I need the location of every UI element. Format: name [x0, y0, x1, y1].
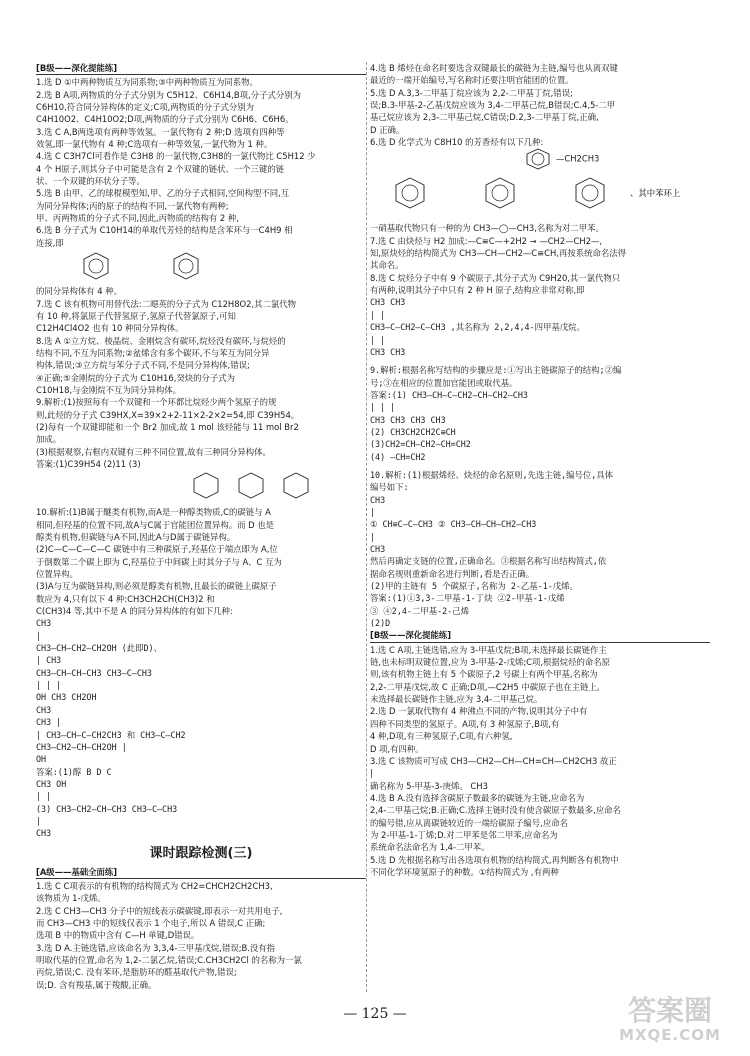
answer-9-text: 答案:(1)C39H54 (2)11 (3): [36, 458, 141, 469]
benzene-ring-icon: [520, 148, 556, 170]
text-line: 8.选 C 烷烃分子中有 9 个碳原子,其分子式为 C9H20,其一氯代物只: [370, 272, 621, 283]
text-line: 于倒数第二个碳上即为 C,羟基位于中间碳上时其分子与 A、C 互为: [36, 556, 282, 567]
text-line: 2,4-二甲基己烷;B.正确;C.选择主链时没有使含碳原子数最多,应命名: [370, 805, 621, 816]
xylene-structures: [370, 170, 700, 222]
text-line: 有两种,说明其分子中只有 2 种 H 原子,结构应非常对称,即: [370, 285, 585, 296]
text-line: 答案:(1)①3,3-二甲基-1-丁炔 ②2-甲基-1-戊烯: [370, 593, 565, 604]
text-line: 2.选 B A项,两物质的分子式分别为 C5H12、C6H14,B项,分子式分别为: [36, 89, 301, 100]
text-line: ④正确;⑤金刚烷的分子式为 C10H16,癸炔的分子式为: [36, 372, 235, 383]
butyl-benzene-structure: [36, 249, 236, 285]
text-line: 据命名规则重新命名进行判断,看是否正确。: [370, 568, 535, 579]
text-line: OH CH3 CH2OH: [36, 692, 97, 703]
text-line: 3.选 D A.主链选错,应该命名为 3,3,4-三甲基戊烷,错误;B.没有指: [36, 942, 276, 953]
answer-9-ring-structures: [36, 470, 356, 500]
text-line: 2.选 C CH3—CH3 分子中的短线表示碳碳键,即表示一对共用电子,: [36, 905, 283, 916]
text-line: C4H10O2、C4H10O2;D项,两物质的分子式分别为 C6H6、C6H6。: [36, 114, 294, 125]
text-line: (3)根据观察,右框内双键有三种不同位置,故有三种同分异构体。: [36, 446, 271, 457]
text-line: 3.选 C A,B两选项有两种等效氢。一氯代物有 2 种;D 选项有四种等: [36, 126, 285, 137]
right-lines-3: [370, 364, 710, 463]
right-lines-4: [370, 469, 710, 629]
text-line: 最近的一端开始编号,写名称时还要注明官能团的位置。: [370, 75, 574, 86]
text-line: 数应为 4,只有以下 4 种:CH3CH2CH(CH3)2 和: [36, 593, 215, 604]
text-line: 选项 B 中的物质中含有 C—H 单键,D错误。: [36, 930, 200, 941]
text-line: 答案:(1) CH3—CH—C—CH2—CH—CH2—CH3: [370, 389, 528, 400]
text-line: OH: [36, 754, 47, 765]
section-b-heading-right: [B级——深化提能练]: [370, 629, 710, 642]
text-line: (2)甲的主链有 5 个碳原子,名称为 2-乙基-1-戊烯。: [370, 581, 578, 592]
text-line: 9.解析:(1)按照每有一个双键和一个环都比烷烃少两个氢原子的规: [36, 397, 277, 408]
text-line: 1.选 C A项,主链选错,应为 3-甲基戊烷;B项,未选择最长碳链作主: [370, 644, 607, 655]
text-line: 6.选 D 化学式为 C8H10 的芳香烃有以下几种:: [370, 137, 544, 148]
text-line: 9.解析:根据名称写结构的步骤应是:①写出主链碳原子的结构;②编: [370, 365, 622, 376]
right-lines-1: [370, 62, 710, 148]
text-line: 连接,即: [36, 237, 64, 248]
text-line: | |: [370, 334, 386, 345]
text-line: 然后再确定支链的位置,正确命名。③根据名称写出结构简式,依: [370, 556, 607, 567]
site-watermark: [600, 996, 740, 1052]
text-line: 则,该有机物主链上有 5 个碳原子,2 号碳上有两个甲基,名称为: [370, 669, 598, 680]
text-line: 4.选 C C3H7Cl可看作是 C3H8 的一氯代物,C3H8的一氯代物比 C5H12 少: [36, 151, 316, 162]
text-line: CH3 CH3 CH3 CH3: [370, 414, 446, 425]
text-line: |: [36, 630, 42, 641]
right-lines-2: [370, 222, 710, 296]
text-line: (2)每有一个双键即能和一个 Br2 加成,故 1 mol 该烃能与 11 mol Br2: [36, 421, 299, 432]
text-line: C(CH3)4 等,其中不是 A 的同分异构体的有如下几种:: [36, 606, 233, 617]
text-line: (2)D: [370, 618, 391, 629]
text-line: 答案:(1)醇 B D C: [36, 766, 112, 777]
section-a-heading: [A级——基础全面练]: [36, 866, 366, 879]
text-line: CH3 CH3: [370, 297, 406, 308]
text-line: | CH3—CH—C—CH2CH3 和 CH3—C—CH2: [36, 729, 186, 740]
right-lines-5: [370, 644, 710, 879]
left-lines-2: [36, 285, 366, 458]
text-line: | CH3: [36, 655, 62, 666]
text-line: 而 CH3—CH3 中的短线仅表示 1 个电子,所以 A 错误,C 正确;: [36, 917, 266, 928]
text-line: CH3: [36, 828, 52, 839]
left-column: [36, 62, 366, 1008]
text-line: 5.选 B 由甲、乙的球棍模型知,甲、乙的分子式相同,空间构型不同,互: [36, 188, 290, 199]
right-column: [370, 62, 710, 1008]
text-line: 为 2-甲基-1-丁烯;D.对二甲苯是邻二甲苯,应命名为: [370, 829, 558, 840]
text-line: CH3: [36, 618, 52, 629]
text-line: 为同分异构体;丙的原子的结构不同,一氯代物有两种;: [36, 200, 229, 211]
text-line: | | |: [370, 402, 396, 413]
text-line: 的同分异构体有 4 种。: [36, 286, 123, 297]
formula-block-2: [36, 704, 366, 766]
text-line: C10H18,与金刚烷不互为同分异构体。: [36, 384, 181, 395]
watermark-sub: MXQE.COM: [619, 1026, 721, 1044]
text-line: 10.解析:(1)根据烯烃、炔烃的命名原则,先选主链,编号位,具体: [370, 469, 614, 480]
text-line: |: [370, 531, 376, 542]
text-line: 不同化学环境氢原子的种数。①结构简式为 ,有两种: [370, 866, 559, 877]
answer-10: [36, 766, 366, 840]
text-line: 号;③在相应的位置加官能团或取代基。: [370, 377, 518, 388]
text-line: 4 种,D项,有三种氢原子,C项,有六种氢,: [370, 731, 513, 742]
left-lines-4: [36, 880, 366, 991]
text-line: 10.解析:(1)B属于醚类有机物,而A是一种醇类物质,C的碳链与 A: [36, 507, 271, 518]
text-line: 醇类有机物,但碳链与A不同,因此A与D属于碳链异构。: [36, 532, 236, 542]
text-line: 5.选 D 先根据名称写出各选项有机物的结构简式,再判断各有机物中: [370, 854, 619, 865]
text-line: 5.选 D A.3,3-二甲基丁烷应该为 2,2-二甲基丁烷,错误;: [370, 87, 573, 98]
formula-8: [370, 296, 710, 358]
text-line: 1.选 D ①中两种物质互为同系物;③中两种物质互为同系物。: [36, 77, 258, 88]
text-line: 相同,但羟基的位置不同,故A与C属于官能团位置异构。而 D 也是: [36, 519, 275, 530]
text-line: D 项,有四种。: [370, 743, 424, 754]
text-line: | |: [36, 791, 52, 802]
text-line: 则,此烃的分子式 C39HX,X=39×2+2-11×2-2×2=54,即 C39H54。: [36, 409, 300, 420]
text-line: C12H4Cl4O2 也有 10 种同分异构体。: [36, 323, 184, 334]
section-b-heading-left: [B级——深化提能练]: [36, 62, 366, 75]
text-line: 基己烷应该为 2,3-二甲基己烷,C错误;D.2,3-二甲基丁烷,正确,: [370, 112, 599, 123]
text-line: 甲、丙两物质的分子式不同,因此,丙物质的结构有 2 种,: [36, 213, 239, 224]
text-line: 误;D. 含有羧基,属于羧酸,正确。: [36, 979, 157, 990]
answer-9: [36, 458, 366, 470]
c8h10-row-1: [370, 148, 710, 170]
text-line: 3.选 C 该物质可写成 CH3—CH2—CH—CH=CH—CH2CH3 故正: [370, 755, 617, 766]
watermark-main: 答案圈: [627, 994, 712, 1027]
text-line: 位置异构。: [36, 569, 78, 580]
text-line: (2)C—C—C—C—C 碳链中有三种碳原子,羟基位于端点即为 A,位: [36, 544, 278, 555]
page-number: — 125 —: [343, 1006, 407, 1022]
text-line: CH3—CH—CH—CH3 CH3—C—CH3: [36, 667, 152, 678]
text-line: CH3: [370, 544, 386, 554]
column-divider: [366, 62, 367, 992]
text-line: 4 个 H原子,则其分子中可能是含有 2 个双键的链状、一个三键的链: [36, 163, 285, 174]
text-line: 有 10 种,将氯原子代替氢原子,氢原子代替氯原子,可知: [36, 310, 236, 321]
text-line: 明取代基的位置,命名为 1,2-二氯乙烷,错误;C.CH3CH2Cl 的名称为一氯: [36, 955, 302, 965]
text-line: 链,也未标明双键位置,应为 3-甲基-2-戊烯;C项,根据烷烃的命名原: [370, 657, 611, 668]
text-line: CH3: [36, 704, 52, 715]
text-line: 的编号错,应从离碳链较近的一端给碳原子编号,应命名: [370, 817, 568, 828]
text-line: ① CH≡C—C—CH3 ② CH3—CH—CH—CH2—CH3: [370, 519, 537, 530]
text-line: 四种不同类型的氢原子。A项,有 3 种氢原子,B项,有: [370, 718, 560, 729]
text-line: 结构不同,不互为同系物;②盆烯含有多个碳环,不与苯互为同分异: [36, 347, 270, 358]
text-line: 一硝基取代物只有一种的为 CH3—◯—CH3,名称为对二甲苯。: [370, 223, 604, 234]
text-line: 4.选 B A.没有选择含碳原子数最多的碳链为主链,应命名为: [370, 792, 585, 803]
text-line: 丙烷,错误;C. 没有苯环,是脂肪环的醛基取代产物,错误;: [36, 967, 237, 978]
formula-block-1: [36, 617, 366, 703]
text-line: | | |: [36, 680, 62, 691]
text-line: CH3: [370, 494, 386, 505]
text-line: D 正确。: [370, 124, 405, 135]
text-line: CH3 CH3: [370, 346, 406, 357]
text-line: 系统命名法命名为 1,4-二甲苯。: [370, 842, 490, 853]
text-line: 加成。: [36, 434, 62, 445]
text-line: 2,2-二甲基戊烷,故 C 正确;D项,—C2H5 中碳原子也在主链上,: [370, 681, 600, 692]
text-line: 8.选 A ①立方烷、棱晶烷、金刚烷含有碳环,烷烃没有碳环,与烷烃的: [36, 335, 286, 346]
text-line: (2) CH3CH2CH2C≡CH: [370, 426, 456, 437]
text-line: CH3 OH: [36, 778, 67, 789]
text-line: CH3—C—CH2—C—CH3 ,其名称为 2,2,4,4-四甲基戊烷。: [370, 322, 585, 333]
text-line: 构体,错误;③立方烷与苯分子式不同,不是同分异构体,错误;: [36, 360, 250, 371]
text-line: 7.选 C 由炔烃与 H2 加成:—C≡C—+2H2 → —CH2—CH2—,: [370, 235, 603, 246]
text-line: 状、一个双键的环状分子等。: [36, 176, 145, 187]
text-line: (3)A与互为碳链异构,则必须是醇类有机物,且最长的碳链上碳原子: [36, 581, 277, 592]
text-line: (4) —CH=CH2: [370, 451, 426, 462]
text-line: ③ ④2,4-二甲基-2-己烯: [370, 605, 469, 616]
text-line: C6H10,符合同分异构体的定义;C项,两物质的分子式分别为: [36, 102, 254, 113]
c8h10-tail: —CH2CH3: [556, 153, 600, 164]
text-line: | |: [370, 309, 386, 320]
text-line: 编号如下:: [370, 482, 409, 493]
text-line: 该物质为 1-戊烯。: [36, 893, 106, 904]
text-line: |: [370, 768, 373, 779]
text-line: CH3—CH2—CH—CH2OH |: [36, 741, 127, 752]
text-line: |: [36, 815, 42, 826]
c8h10-line2-tail: 、其中苯环上: [630, 188, 681, 199]
text-line: 6.选 B 分子式为 C10H14的单取代芳烃的结构是含苯环与一C4H9 相: [36, 225, 293, 236]
text-line: 1.选 C C项表示的有机物的结构简式为 CH2=CHCH2CH2CH3,: [36, 880, 273, 891]
text-line: 知,原炔烃的结构简式为 CH3—CH—CH2—C≡CH,再按系统命名法得: [370, 248, 626, 259]
text-line: 效氢,即一氯代物有 4 种;C选项有一种等效氢,一氯代物为 1 种。: [36, 139, 273, 150]
text-line: 其命名。: [370, 260, 404, 271]
left-lines-3: [36, 506, 366, 617]
left-lines-1: [36, 76, 366, 249]
text-line: CH3 |: [36, 717, 62, 728]
text-line: 7.选 C 该有机物可用替代法:二噁英的分子式为 C12H8O2,其二氯代物: [36, 298, 296, 309]
text-line: 4.选 B 烯烃在命名时要选含双键最长的碳链为主链,编号也从离双键: [370, 63, 618, 73]
text-line: 未选择最长碳链作主链,应为 3,4-二甲基己烷。: [370, 694, 543, 705]
text-line: 2.选 D 一氯取代物有 4 种沸点不同的产物,说明其分子中有: [370, 706, 588, 717]
text-line: 确名称为 5-甲基-3-庚烯。 CH3: [370, 780, 488, 791]
chapter-title: 课时跟踪检测(三): [149, 845, 253, 861]
text-line: (3) CH3—CH2—CH—CH3 CH3—C—CH3: [36, 803, 178, 814]
text-line: (3)CH2=CH—CH2—CH=CH2: [370, 439, 471, 450]
text-line: |: [370, 506, 376, 517]
text-line: 误;B.3-甲基-2-乙基戊烷应该为 3,4-二甲基己烷,B错误;C.4,5-二甲: [370, 100, 616, 111]
text-line: CH3—CH—CH2—CH2OH (此即D)、: [36, 643, 162, 654]
